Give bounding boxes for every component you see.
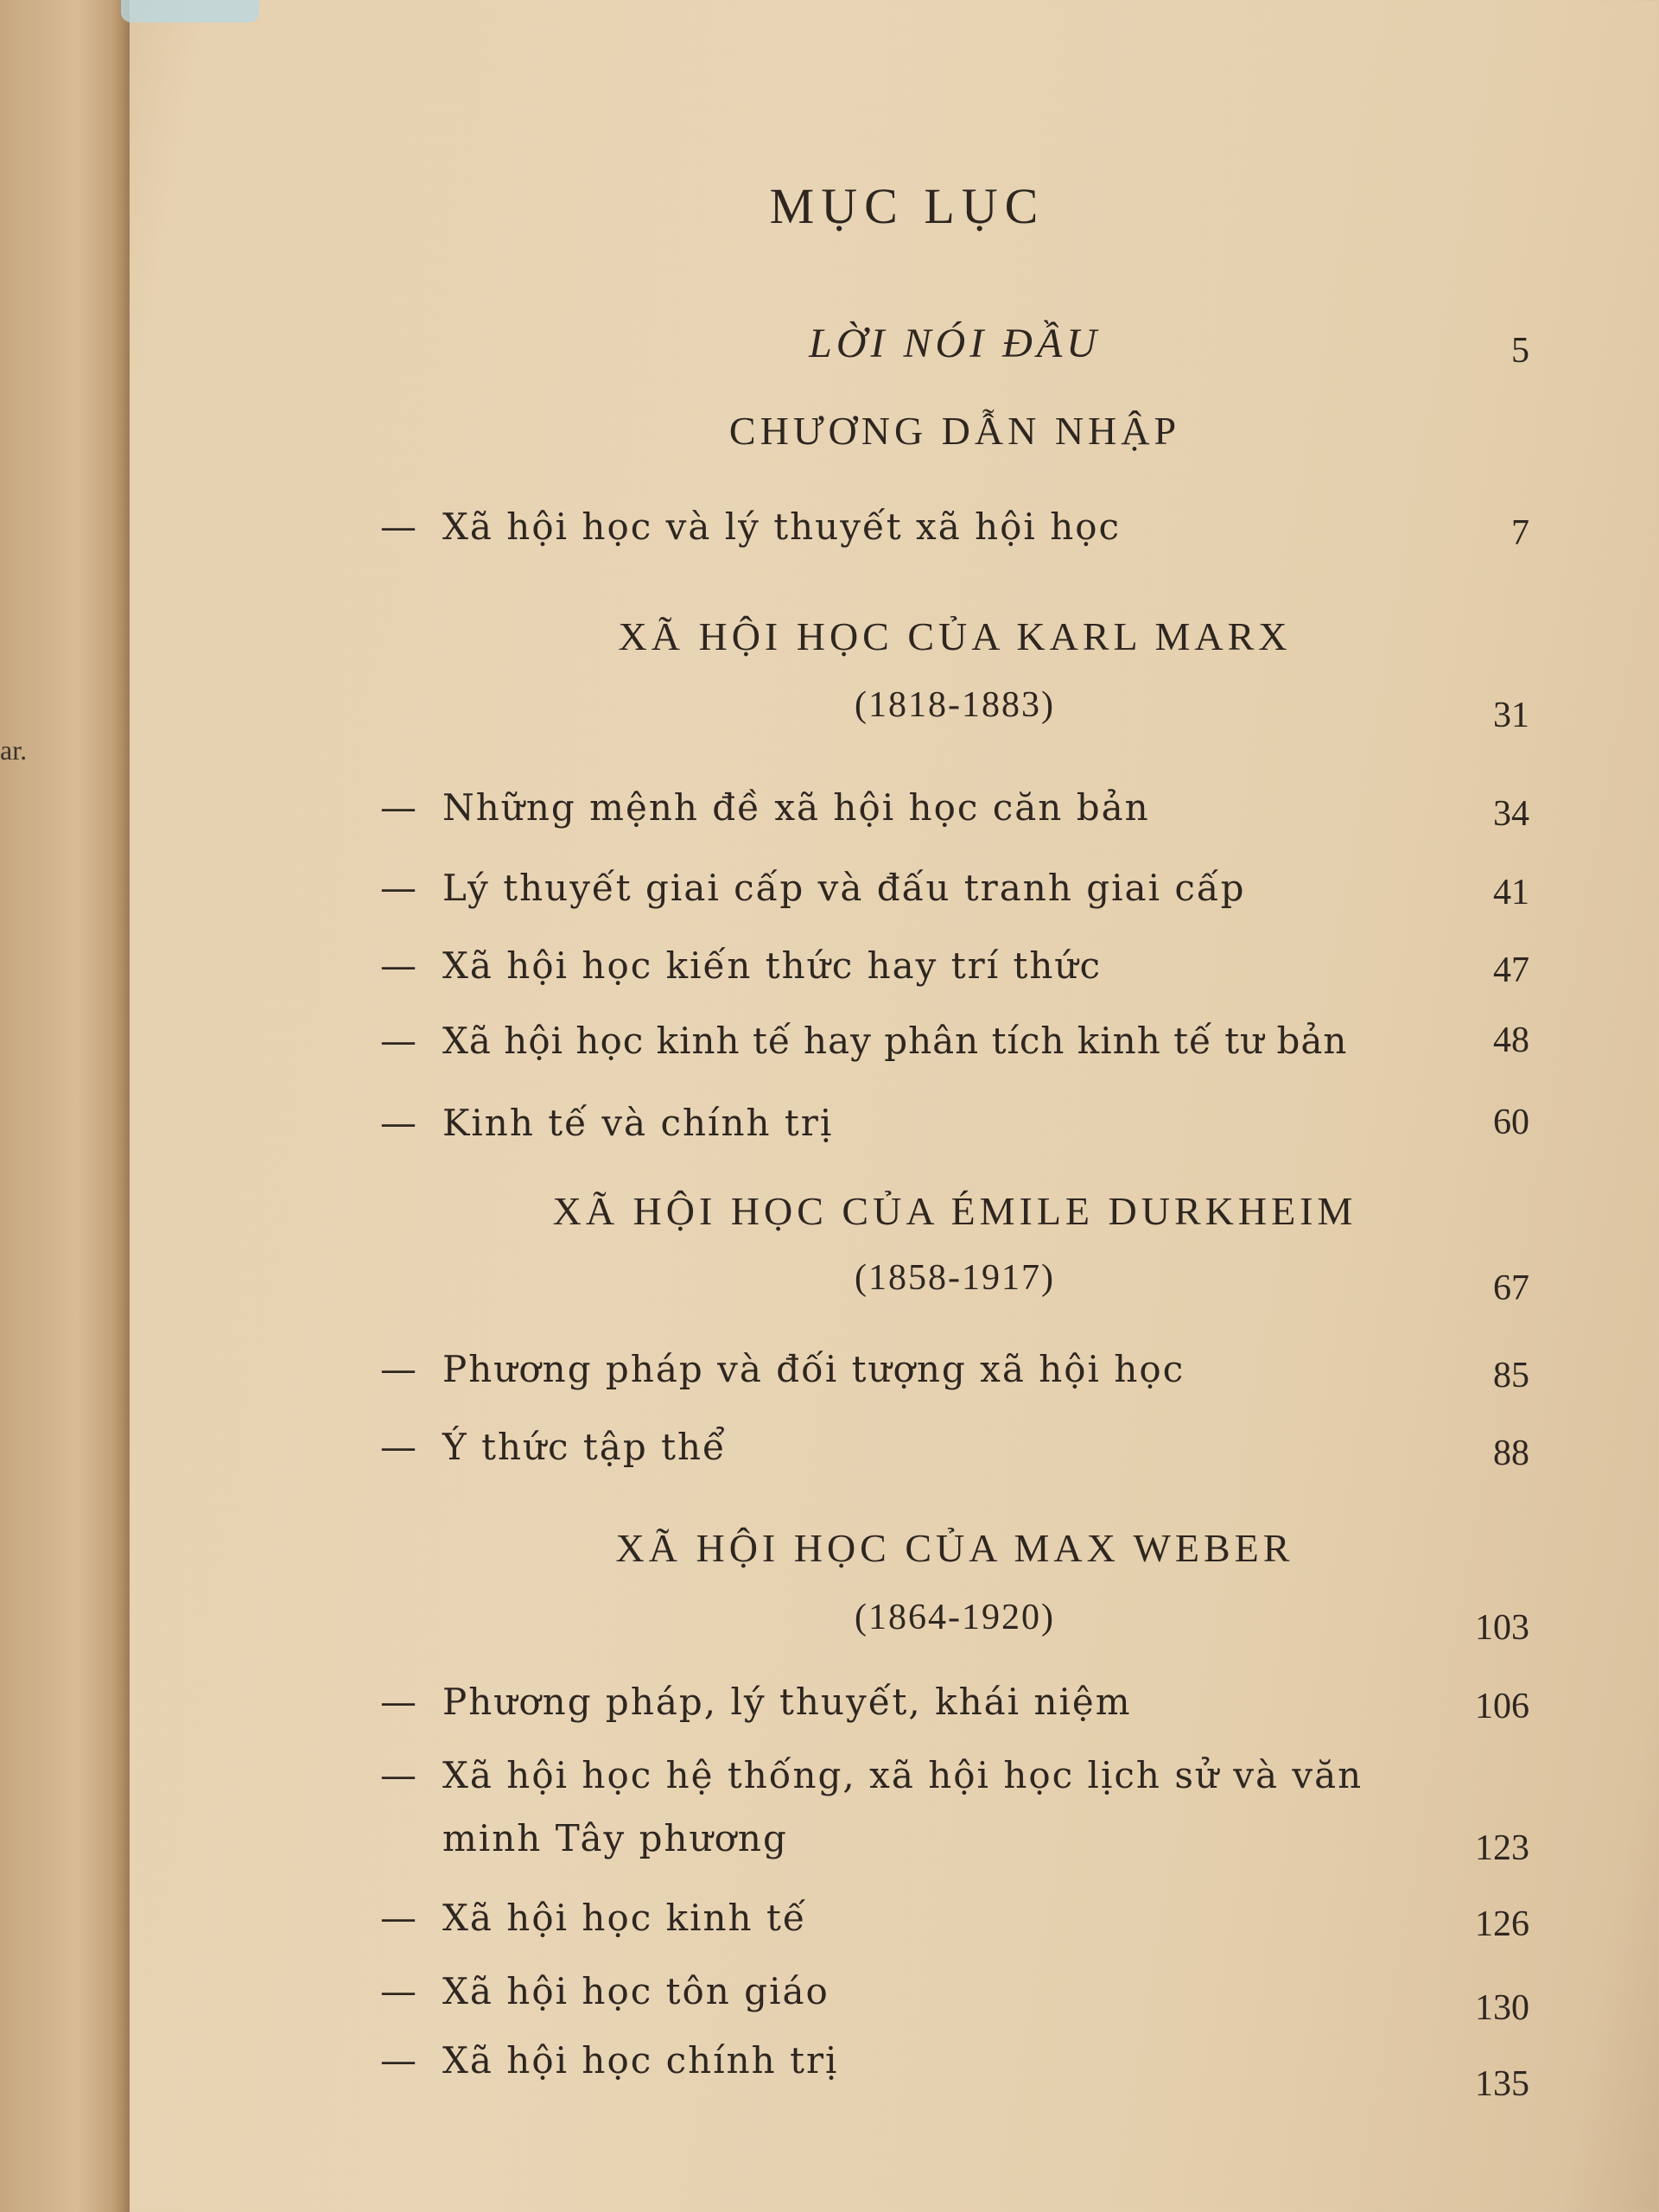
dash-marker: — xyxy=(380,1348,416,1390)
toc-page-number: 5 xyxy=(1511,331,1529,371)
toc-entry-label: Xã hội học tôn giáo xyxy=(442,1970,830,2012)
toc-page-number: 34 xyxy=(1493,794,1529,834)
toc-heading-intro-chapter xyxy=(380,408,1529,468)
toc-entry xyxy=(380,1970,1529,2031)
book-gutter xyxy=(0,0,130,2212)
toc-page-number: 67 xyxy=(1493,1268,1529,1308)
toc-entry-label: Phương pháp, lý thuyết, khái niệm xyxy=(442,1681,1132,1723)
toc-entry xyxy=(380,1681,1529,1741)
toc-page-number: 123 xyxy=(1475,1828,1529,1868)
toc-years-label: (1818-1883) xyxy=(855,685,1055,725)
toc-heading-label: XÃ HỘI HỌC CỦA KARL MARX xyxy=(618,614,1292,658)
toc-entry xyxy=(380,1426,1529,1486)
toc-page-number: 60 xyxy=(1493,1103,1529,1142)
toc-heading-durkheim xyxy=(380,1188,1529,1249)
dash-marker: — xyxy=(380,1970,416,2012)
toc-entry-label: minh Tây phương xyxy=(442,1817,788,1859)
toc-heading-label: XÃ HỘI HỌC CỦA ÉMILE DURKHEIM xyxy=(552,1189,1357,1233)
toc-entry xyxy=(380,944,1529,1005)
toc-entry xyxy=(380,505,1529,566)
toc-years-label: (1858-1917) xyxy=(855,1258,1055,1298)
toc-page-number: 7 xyxy=(1511,513,1529,553)
toc-entry xyxy=(380,1897,1529,1957)
dash-marker: — xyxy=(380,1102,416,1144)
dash-marker: — xyxy=(380,1426,416,1468)
toc-years-marx xyxy=(380,684,1529,745)
toc-heading-preface xyxy=(380,320,1529,380)
dash-marker: — xyxy=(380,944,416,987)
toc-page-number: 130 xyxy=(1475,1988,1529,2028)
toc-years-label: (1864-1920) xyxy=(855,1598,1055,1637)
facing-page-fragment: ar. xyxy=(0,734,28,766)
toc-page-number: 135 xyxy=(1475,2064,1529,2104)
toc-entry-continuation xyxy=(380,1817,1529,1878)
dash-marker: — xyxy=(380,1897,416,1939)
toc-page-number: 106 xyxy=(1475,1687,1529,1726)
toc-page-number: 41 xyxy=(1493,873,1529,912)
dash-marker: — xyxy=(380,1754,416,1796)
toc-entry xyxy=(380,1348,1529,1408)
toc-entry-label: Xã hội học kinh tế xyxy=(442,1897,807,1939)
toc-entry xyxy=(380,867,1529,927)
toc-entry-label: Xã hội học hệ thống, xã hội học lịch sử và văn xyxy=(442,1754,1363,1796)
page-title: MỤC LỤC xyxy=(769,178,1046,234)
dash-marker: — xyxy=(380,1681,416,1723)
toc-page-number: 85 xyxy=(1493,1356,1529,1395)
toc-entry-label: Kinh tế và chính trị xyxy=(442,1102,834,1144)
dash-marker: — xyxy=(380,1020,416,1062)
toc-entry-label: Lý thuyết giai cấp và đấu tranh giai cấp xyxy=(442,867,1246,909)
toc-entry-label: Ý thức tập thể xyxy=(442,1426,727,1468)
toc-entry xyxy=(380,1102,1529,1162)
toc-heading-marx xyxy=(380,613,1529,674)
toc-entry-label: Phương pháp và đối tượng xã hội học xyxy=(442,1348,1185,1390)
toc-page-number: 47 xyxy=(1493,950,1529,990)
toc-entry-label: Xã hội học kinh tế hay phân tích kinh tế tư bản xyxy=(442,1020,1348,1062)
toc-page-number: 126 xyxy=(1475,1904,1529,1944)
dash-marker: — xyxy=(380,2039,416,2082)
toc-entry-label: Xã hội học chính trị xyxy=(442,2039,839,2082)
toc-heading-label: CHƯƠNG DẪN NHẬP xyxy=(728,409,1181,453)
toc-entry-label: Xã hội học và lý thuyết xã hội học xyxy=(442,505,1122,548)
corner-tab xyxy=(121,0,259,22)
toc-years-weber xyxy=(380,1597,1529,1657)
toc-entry-label: Xã hội học kiến thức hay trí thức xyxy=(442,944,1102,987)
toc-years-durkheim xyxy=(380,1257,1529,1318)
toc-heading-label: XÃ HỘI HỌC CỦA MAX WEBER xyxy=(615,1526,1294,1570)
dash-marker: — xyxy=(380,505,416,548)
toc-entry xyxy=(380,1020,1529,1080)
toc-entry-label: Những mệnh đề xã hội học căn bản xyxy=(442,786,1150,829)
toc-entry xyxy=(380,2039,1529,2104)
toc-entry xyxy=(380,1754,1529,1815)
toc-page-number: 88 xyxy=(1493,1433,1529,1473)
dash-marker: — xyxy=(380,786,416,829)
toc-entry xyxy=(380,786,1529,847)
toc-page-number: 31 xyxy=(1493,696,1529,735)
dash-marker: — xyxy=(380,867,416,909)
toc-heading-label: LỜI NÓI ĐẦU xyxy=(809,321,1101,366)
toc-page-number: 103 xyxy=(1475,1608,1529,1648)
toc-heading-weber xyxy=(380,1525,1529,1586)
toc-page-number: 48 xyxy=(1493,1020,1529,1060)
